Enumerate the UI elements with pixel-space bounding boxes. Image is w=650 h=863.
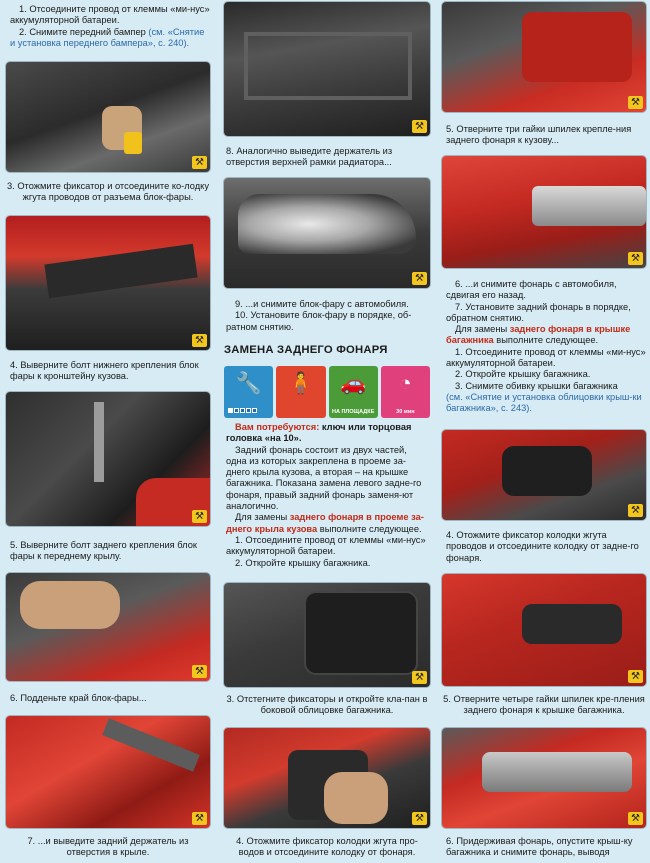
difficulty-dots — [228, 408, 257, 413]
caption: 8. Аналогично выведите держатель из отверстия верхней рамки радиатора... — [226, 146, 393, 168]
caption: 3. Отстегните фиксаторы и откройте кла-пан в боковой облицовке багажника. — [226, 694, 428, 716]
paragraph: Задний фонарь состоит из двух частей, одна из которых закреплена в проеме за-днего крыла кузова, а вторая – на крышке багажника. Показана замена левого задне-го фонаря, правый задний фонарь заменя-ют аналогично. — [226, 444, 422, 512]
photo-four-nuts — [442, 574, 646, 686]
caption: 6. Подденьте край блок-фары... — [10, 693, 147, 703]
step-text: 1. Отсоедините провод от клеммы «ми-нус» аккумуляторной батареи. — [10, 4, 210, 26]
step-text: 2. Снимите передний бампер — [19, 26, 146, 37]
car-icon: 🚗 НА ПЛОЩАДКЕ — [329, 366, 378, 418]
step-text: 1. Отсоедините провод от клеммы «ми-нус» аккумуляторной батареи. — [446, 346, 646, 369]
wrench-icon: ⚒ — [628, 812, 643, 825]
caption: 4. Отожмите фиксатор колодки жгута про-водов и отсоедините колодку от фонаря. — [236, 836, 418, 858]
photo-headlight-removed — [224, 178, 430, 288]
photo-lamp-removed — [442, 156, 646, 268]
step-text: 9. ...и снимите блок-фару с автомобиля. — [235, 299, 409, 309]
photo-rear-holder — [6, 716, 210, 828]
info-icons — [224, 366, 430, 418]
wrench-icon: ⚒ — [628, 670, 643, 683]
wrench-icon: ⚒ — [192, 812, 207, 825]
caption: 4. Выверните болт нижнего крепления блок фары к кронштейну кузова. — [10, 360, 199, 382]
wrench-icon: 🔧 — [224, 366, 273, 418]
step-text: 2. Откройте крышку багажника. — [455, 369, 591, 380]
photo-lower-lid — [442, 728, 646, 828]
step-text: 3. Снимите обивку крышки багажника — [455, 380, 618, 391]
photo-lamp-connector — [224, 728, 430, 828]
step-text: 7. Установите задний фонарь в порядке, обратном снятию. — [446, 301, 631, 323]
photo-trunk-connector — [442, 430, 646, 520]
caption: 7. ...и выведите задний держатель из отверстия в крыле. — [27, 836, 189, 858]
caption: 3. Отожмите фиксатор и отсоедините ко-лодку жгута проводов от разъема блок-фары. — [6, 181, 210, 203]
caption: 4. Отожмите фиксатор колодки жгута проводов и отсоедините колодку от задне-го фонаря. — [446, 530, 639, 563]
wrench-icon: ⚒ — [412, 671, 427, 684]
person-icon: 🧍 — [276, 366, 325, 418]
photo-radiator-frame — [224, 2, 430, 136]
step-text: 2. Откройте крышку багажника. — [235, 557, 371, 568]
photo-bolt-rear — [6, 392, 210, 526]
wrench-icon: ⚒ — [192, 665, 207, 678]
caption: 5. Отверните три гайки шпилек крепле-ния заднего фонаря к кузову... — [446, 124, 632, 146]
tools-text: ключ или торцовая головка «на 10». — [226, 422, 412, 444]
wrench-icon: ⚒ — [628, 504, 643, 517]
intro-text — [10, 4, 212, 49]
photo-connector — [6, 62, 210, 172]
section-body: Вам потребуются: ключ или торцовая головка «на 10». Задний фонарь состоит из двух частей, одна из которых закреплена в проеме за-днего крыла кузова, а вторая – на крышке багажника. Показана замена левого задне-го фонаря, правый задний фонарь заменя-ют аналогично. Для замены заднего фонаря в проеме за-днего крыла кузова выполните следующее. 1. Отсоедините провод от клеммы «ми-нус» аккумуляторной батареи. 2. Откройте крышку багажника. — [226, 422, 430, 569]
caption: 6. Придерживая фонарь, опустите крыш-ку багажника и снимите фонарь, выводя — [446, 836, 633, 858]
wrench-icon: ⚒ — [412, 272, 427, 285]
photo-pry-headlight — [6, 573, 210, 681]
caption: 5. Отверните четыре гайки шпилек кре-пления заднего фонаря к крышке багажника. — [443, 694, 645, 716]
wrench-icon: ⚒ — [628, 96, 643, 109]
icon-label: 30 мин — [396, 409, 415, 415]
step-text: 1. Отсоедините провод от клеммы «ми-нус» аккумуляторной батареи. — [226, 534, 426, 557]
wrench-icon: ⚒ — [192, 510, 207, 523]
section-body: 6. ...и снимите фонарь с автомобиля, сдвигая его назад. 7. Установите задний фонарь в порядке, обратном снятию. Для замены заднего фонаря в крышке багажника выполните следующее. 1. Отсоедините провод от клеммы «ми-нус» аккумуляторной батареи. 2. Откройте крышку багажника. 3. Снимите обивку крышки багажника (см. «Снятие и установка облицовки крыш-ки багажника», с. 243). — [446, 279, 646, 414]
step-text: 10. Установите блок-фару в порядке, об-ратном снятию. — [226, 310, 412, 332]
caption: 5. Выверните болт заднего крепления блок фары к переднему крылу. — [10, 540, 197, 562]
emphasis: заднего фонаря в крышке багажника — [446, 324, 631, 346]
wrench-icon: ⚒ — [192, 156, 207, 169]
clock-icon: ◔ 30 мин — [381, 366, 430, 418]
step-text: 6. ...и снимите фонарь с автомобиля, сдвигая его назад. — [446, 279, 617, 301]
caption-group — [226, 299, 430, 333]
photo-three-nuts — [442, 2, 646, 112]
reference-link[interactable]: (см. «Снятие и установка переднего бампера», с. 240). — [10, 26, 205, 48]
tools-label: Вам потребуются: — [235, 422, 320, 432]
photo-trim-flap — [224, 583, 430, 687]
icon-label: НА ПЛОЩАДКЕ — [331, 409, 375, 415]
section-title: ЗАМЕНА ЗАДНЕГО ФОНАРЯ — [224, 344, 388, 356]
emphasis: заднего фонаря в проеме за-днего крыла кузова — [226, 512, 424, 534]
wrench-icon: ⚒ — [412, 120, 427, 133]
reference-link[interactable]: (см. «Снятие и установка облицовки крыш-ки багажника», с. 243). — [446, 391, 642, 414]
wrench-icon: ⚒ — [628, 252, 643, 265]
wrench-icon: ⚒ — [192, 334, 207, 347]
photo-bolt-lower — [6, 216, 210, 350]
wrench-icon: ⚒ — [412, 812, 427, 825]
